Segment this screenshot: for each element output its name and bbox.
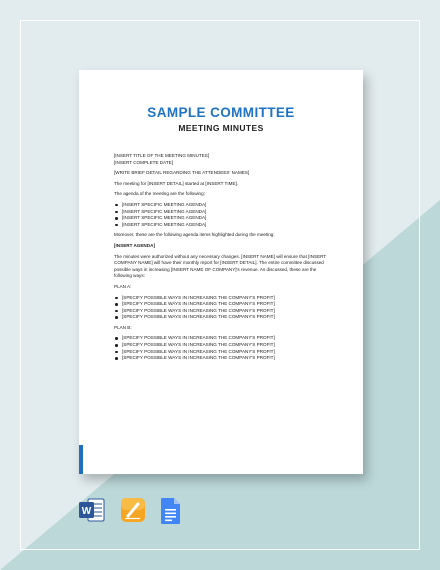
- pages-icon[interactable]: [120, 497, 146, 523]
- google-docs-icon[interactable]: [160, 497, 182, 525]
- plan-b-heading: PLAN B:: [114, 324, 132, 330]
- list-item: [INSERT SPECIFIC MEETING AGENDA]: [114, 222, 329, 229]
- list-item: [SPECIFY POSSIBLE WAYS IN INCREASING THE COMPANY'S PROFIT]: [114, 335, 329, 342]
- agenda-list: [114, 202, 329, 228]
- list-item: [SPECIFY POSSIBLE WAYS IN INCREASING THE COMPANY'S PROFIT]: [114, 342, 329, 349]
- list-item: [INSERT SPECIFIC MEETING AGENDA]: [114, 209, 329, 216]
- list-item: [SPECIFY POSSIBLE WAYS IN INCREASING THE COMPANY'S PROFIT]: [114, 355, 329, 362]
- document-title: SAMPLE COMMITTEE: [147, 105, 295, 120]
- document-body: [114, 153, 329, 366]
- list-item: [INSERT SPECIFIC MEETING AGENDA]: [114, 202, 329, 209]
- plan-a-list: [114, 295, 329, 321]
- start-time-line: The meeting for [INSERT DETAIL] started at [INSERT TIME].: [114, 180, 239, 186]
- agenda-placeholder: [INSERT AGENDA]: [114, 242, 155, 248]
- date-placeholder: [INSERT COMPLETE DATE]: [114, 159, 173, 165]
- highlighted-agenda-intro: Moreover, these are the following agenda items highlighted during the meeting:: [114, 232, 275, 238]
- document-page: [79, 70, 363, 474]
- list-item: [SPECIFY POSSIBLE WAYS IN INCREASING THE COMPANY'S PROFIT]: [114, 295, 329, 302]
- plan-a-heading: PLAN A:: [114, 283, 132, 289]
- list-item: [INSERT SPECIFIC MEETING AGENDA]: [114, 215, 329, 222]
- minutes-paragraph: The minutes were authorized without any necessary changes. [INSERT NAME] will ensure that [INSERT COMPANY NAME] will have their monthly report for [INSERT DETAIL]. The entire committee discussed possible ways in increasing [INSERT NAME OF COMPANY]'s revenue. As discussed, these are the following ways:: [114, 253, 327, 279]
- list-item: [SPECIFY POSSIBLE WAYS IN INCREASING THE COMPANY'S PROFIT]: [114, 308, 329, 315]
- plan-b-list: [114, 335, 329, 361]
- title-placeholder: [INSERT TITLE OF THE MEETING MINUTES]: [114, 153, 210, 158]
- document-subtitle: MEETING MINUTES: [178, 123, 264, 133]
- agenda-intro: The agenda of the meeting are the following:: [114, 191, 205, 197]
- list-item: [SPECIFY POSSIBLE WAYS IN INCREASING THE COMPANY'S PROFIT]: [114, 314, 329, 321]
- word-icon-letter: W: [81, 506, 92, 517]
- meeting-title-line: [114, 153, 329, 166]
- attendees-line: [WRITE BRIEF DETAIL REGARDING THE ATTENDEES' NAMES]: [114, 170, 250, 176]
- word-icon[interactable]: [79, 497, 105, 523]
- list-item: [SPECIFY POSSIBLE WAYS IN INCREASING THE COMPANY'S PROFIT]: [114, 301, 329, 308]
- accent-bar: [79, 445, 83, 474]
- list-item: [SPECIFY POSSIBLE WAYS IN INCREASING THE COMPANY'S PROFIT]: [114, 349, 329, 356]
